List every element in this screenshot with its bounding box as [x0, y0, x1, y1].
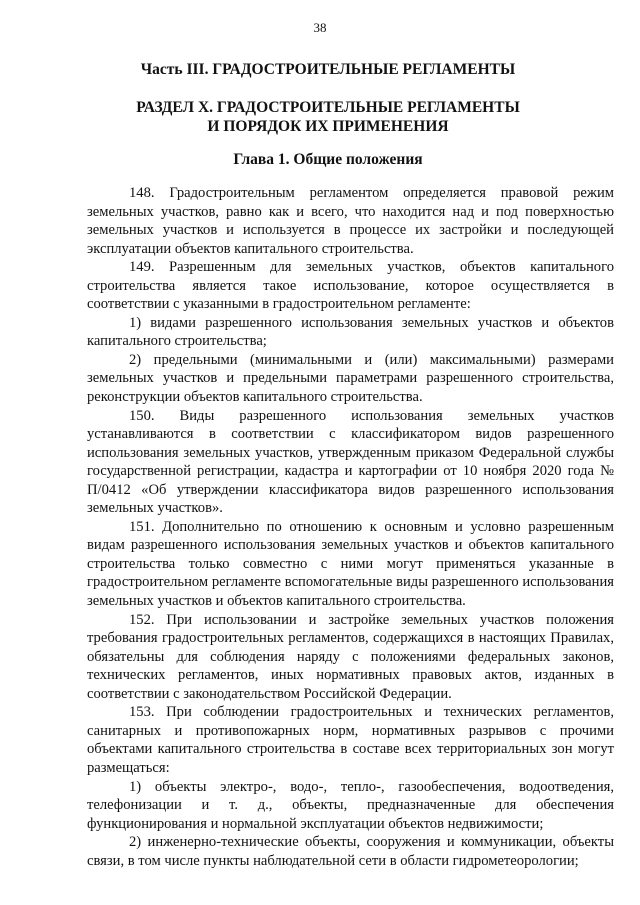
list-item-149-1: 1) видами разрешенного использования земельных участков и объектов капитального строительства; — [87, 314, 614, 350]
section-title-line-1: РАЗДЕЛ X. ГРАДОСТРОИТЕЛЬНЫЕ РЕГЛАМЕНТЫ — [136, 99, 520, 116]
paragraph-153: 153. При соблюдении градостроительных и технических регламентов, санитарных и противопожарных норм, нормативных разрывов с прочими объектами капитального строительства в составе всех территориальных зон могут размещаться: — [87, 704, 614, 776]
list-item-149-2: 2) предельными (минимальными и (или) максимальными) размерами земельных участков и предельными параметрами разрешенного строительства, реконструкции объектов капитального строительства. — [87, 351, 614, 406]
section-title-line-2: И ПОРЯДОК ИХ ПРИМЕНЕНИЯ — [207, 118, 449, 135]
paragraph-152: 152. При использовании и застройке земельных участков положения требования градостроительных регламентов, содержащихся в настоящих Правилах, обязательны для соблюдения наряду с положениями федеральных законов, технических регламентов, иных нормативных правовых актов, изданных в соответствии с законодательством Российской Федерации. — [87, 611, 614, 702]
paragraph-150: 150. Виды разрешенного использования земельных участков устанавливаются в соответствии с классификатором видов разрешенного использования земельных участков, утвержденным приказом Федеральной службы государственной регистрации, кадастра и картографии от 10 ноября 2020 года № П/0412 «Об утверждении классификатора видов разрешенного использования земельных участков». — [87, 407, 614, 517]
page-number: 38 — [313, 20, 327, 35]
list-item-153-1: 1) объекты электро-, водо-, тепло-, газообеспечения, водоотведения, телефонизации и т. д., объекты, предназначенные для обеспечения функционирования и нормальной эксплуатации объектов недвижимости; — [87, 778, 614, 832]
part-title: Часть III. ГРАДОСТРОИТЕЛЬНЫЕ РЕГЛАМЕНТЫ — [140, 61, 516, 78]
paragraph-149: 149. Разрешенным для земельных участков, объектов капитального строительства является такое использование, которое осуществляется в соответствии с указанными в градостроительном регламенте: — [87, 259, 614, 313]
section-title — [8, 98, 640, 136]
paragraph-148: 148. Градостроительным регламентом определяется правовой режим земельных участков, равно как и всего, что находится над и под поверхностью земельных участков и используется в процессе их застройки и последующей эксплуатации объектов капитального строительства. — [87, 185, 614, 257]
paragraph-151: 151. Дополнительно по отношению к основным и условно разрешенным видам разрешенного использования земельных участков и объектов капитального строительства только совместно с ними могут применяться указанные в градостроительном регламенте вспомогательные виды разрешенного использования земельных участков и объектов капитального строительства. — [87, 518, 614, 610]
document-body — [87, 184, 614, 870]
chapter-title: Глава 1. Общие положения — [233, 151, 423, 168]
list-item-153-2: 2) инженерно-технические объекты, сооружения и коммуникации, объекты связи, в том числе пункты наблюдательной сети в области гидрометеорологии; — [87, 834, 614, 869]
